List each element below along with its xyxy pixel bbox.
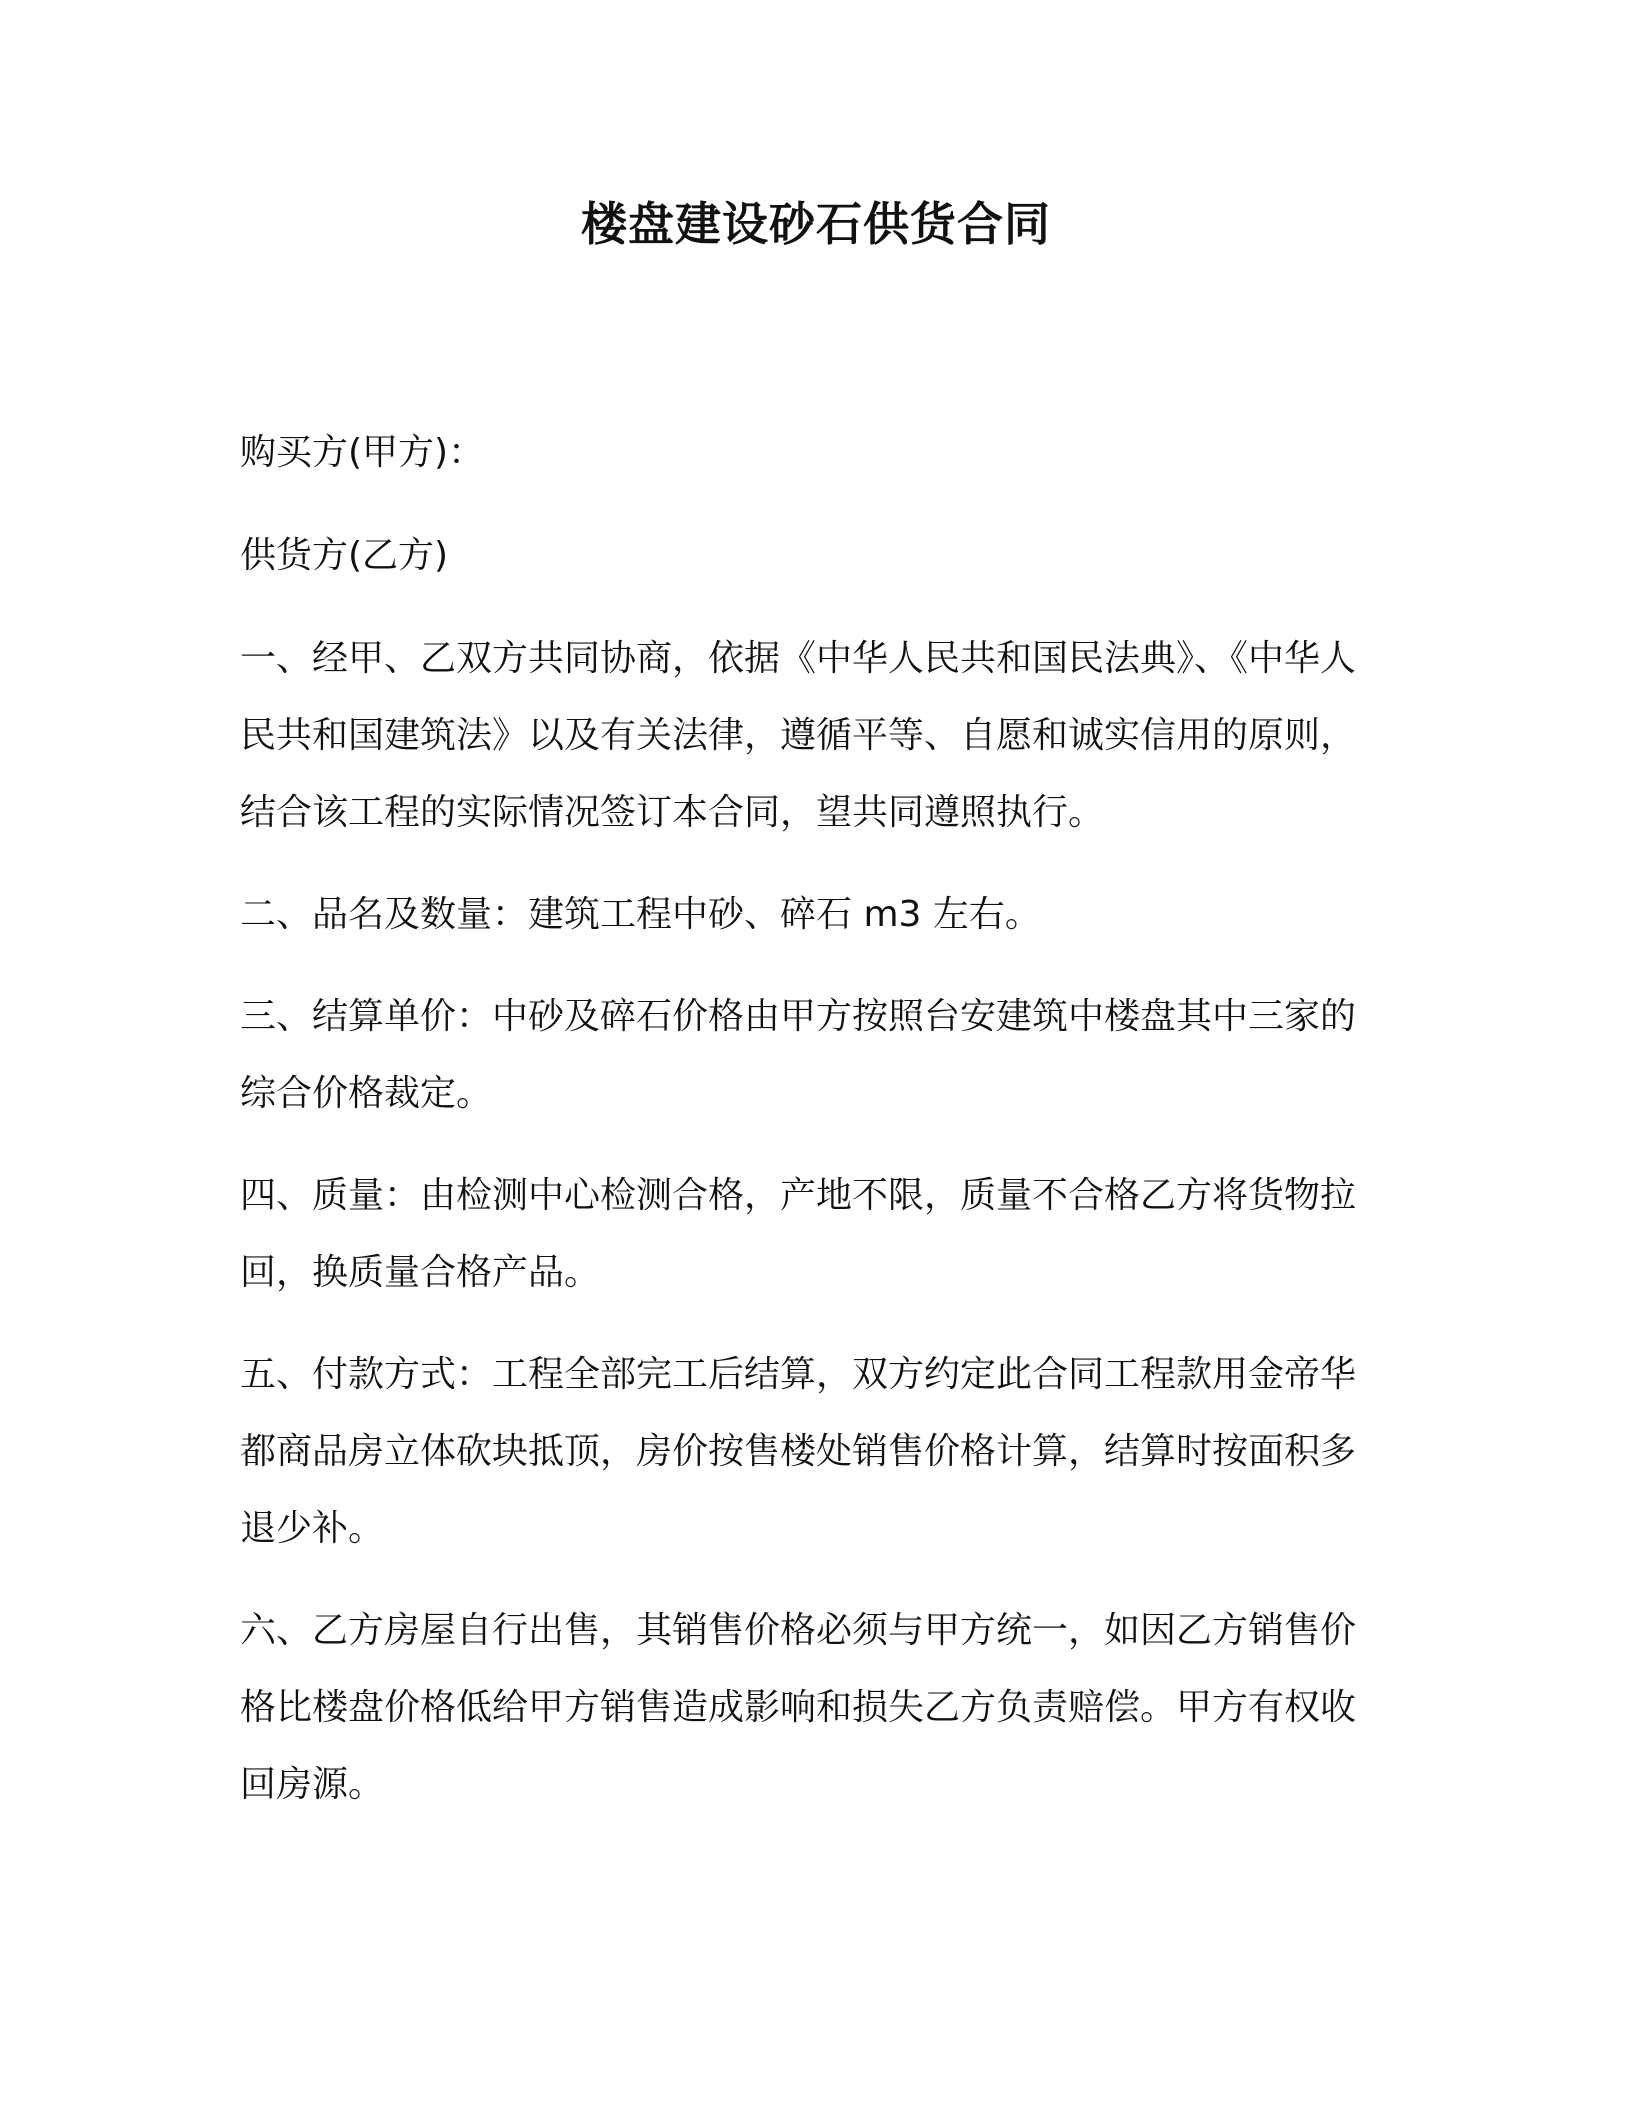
clause-5: 五、付款方式：工程全部完工后结算，双方约定此合同工程款用金帝华都商品房立体砍块抵顶，房价按售楼处销售价格计算，结算时按面积多退少补。 [240, 1354, 1357, 1549]
clause-3: 三、结算单价：中砂及碎石价格由甲方按照台安建筑中楼盘其中三家的综合价格裁定。 [240, 996, 1357, 1114]
clause-6: 六、乙方房屋自行出售，其销售价格必须与甲方统一，如因乙方销售价格比楼盘价格低给甲方销售造成影响和损失乙方负责赔偿。甲方有权收回房源。 [240, 1610, 1357, 1805]
document-body [240, 414, 1356, 1848]
clause-2: 二、品名及数量：建筑工程中砂、碎石 m3 左右。 [240, 894, 1041, 935]
clause-4: 四、质量：由检测中心检测合格，产地不限，质量不合格乙方将货物拉回，换质量合格产品。 [240, 1175, 1357, 1293]
buyer-party-line: 购买方(甲方)： [240, 432, 485, 473]
clause-1: 一、经甲、乙双方共同协商，依据《中华人民共和国民法典》、《中华人民共和国建筑法》以及有关法律，遵循平等、自愿和诚实信用的原则，结合该工程的实际情况签订本合同，望共同遵照执行。 [240, 638, 1357, 833]
supplier-party-line: 供货方(乙方) [240, 535, 449, 576]
document-title: 楼盘建设砂石供货合同 [581, 197, 1051, 251]
